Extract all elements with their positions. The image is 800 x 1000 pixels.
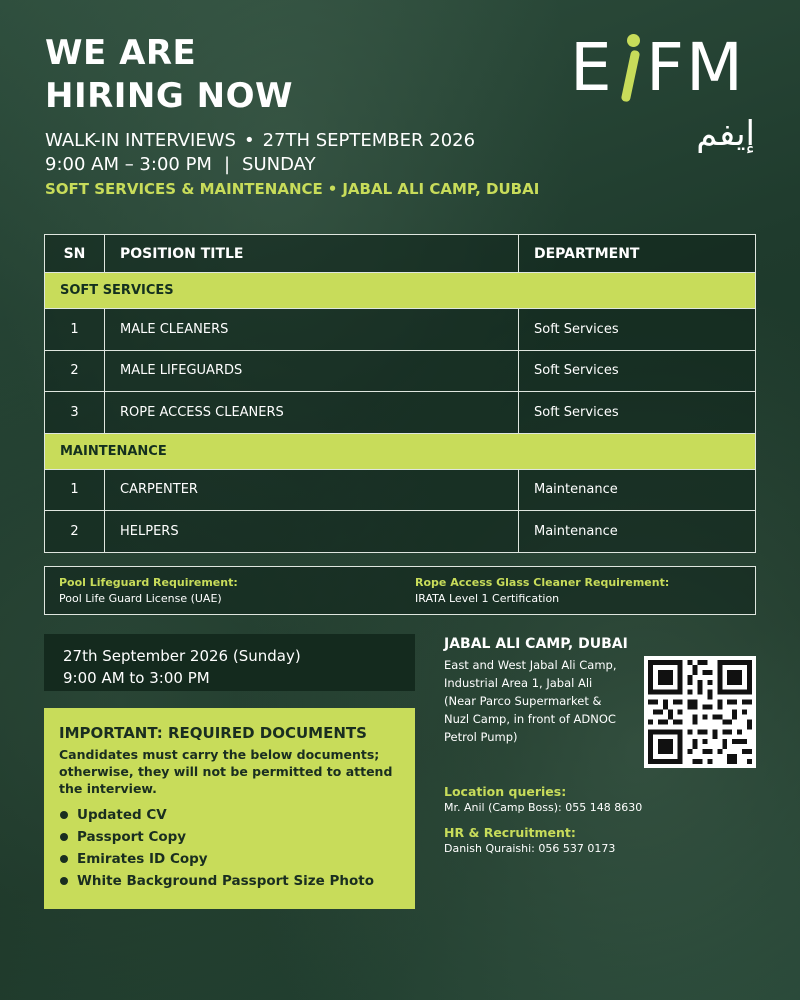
row-sn: 1: [45, 309, 105, 351]
interview-time: [45, 154, 316, 176]
row-position: ROPE ACCESS CLEANERS: [105, 392, 519, 434]
section-label: SOFT SERVICES: [45, 273, 756, 309]
address-line: (Near Parco Supermarket &: [444, 694, 602, 708]
list-item: [59, 826, 400, 848]
row-department: Maintenance: [519, 511, 756, 553]
row-department: Maintenance: [519, 469, 756, 511]
list-item: [59, 804, 400, 826]
documents-title: IMPORTANT: REQUIRED DOCUMENTS: [59, 724, 367, 742]
document-label: Updated CV: [77, 807, 167, 823]
row-sn: 1: [45, 469, 105, 511]
qr-code-icon[interactable]: [644, 656, 756, 768]
requirement-rope-access: [415, 575, 669, 607]
positions-table: [44, 234, 756, 553]
row-sn: 2: [45, 350, 105, 392]
divisions: SOFT SERVICES & MAINTENANCE: [45, 180, 323, 198]
logo-i-stroke: [621, 50, 641, 103]
logo-letters-fm: FM: [646, 29, 745, 106]
header-sn: SN: [45, 235, 105, 273]
address-line: East and West Jabal Ali Camp,: [444, 658, 617, 672]
table-row: [45, 392, 756, 434]
table-row: [45, 309, 756, 351]
address-line: Industrial Area 1, Jabal Ali: [444, 676, 593, 690]
requirement-title: Pool Lifeguard Requirement:: [59, 576, 238, 589]
pipe-separator: |: [223, 154, 231, 175]
requirement-detail: Pool Life Guard License (UAE): [59, 592, 222, 605]
list-item: [59, 848, 400, 870]
interview-day: SUNDAY: [242, 154, 316, 175]
requirements-box: [44, 566, 756, 615]
row-department: Soft Services: [519, 350, 756, 392]
venue-title: JABAL ALI CAMP, DUBAI: [444, 636, 628, 652]
list-item: [59, 870, 400, 892]
venue-address: [444, 656, 634, 746]
section-label: MAINTENANCE: [45, 433, 756, 469]
table-row: [45, 350, 756, 392]
documents-box: [44, 708, 415, 909]
contact-title: Location queries:: [444, 784, 567, 799]
documents-list: [59, 804, 400, 892]
row-position: MALE LIFEGUARDS: [105, 350, 519, 392]
requirement-title: Rope Access Glass Cleaner Requirement:: [415, 576, 670, 589]
contact-detail: Mr. Anil (Camp Boss): 055 148 8630: [444, 801, 643, 814]
division-location: [45, 179, 539, 199]
header-position: POSITION TITLE: [105, 235, 519, 273]
table-row: [45, 511, 756, 553]
schedule-date: 27th September 2026 (Sunday): [63, 647, 301, 665]
document-label: White Background Passport Size Photo: [77, 873, 375, 889]
section-row-maintenance: [45, 433, 756, 469]
row-position: MALE CLEANERS: [105, 309, 519, 351]
bullet-icon: [60, 811, 68, 819]
row-department: Soft Services: [519, 309, 756, 351]
row-position: CARPENTER: [105, 469, 519, 511]
logo-i-dot: [627, 34, 640, 47]
logo-letter-e: E: [570, 29, 614, 106]
bullet-separator: •: [327, 180, 338, 198]
documents-description: Candidates must carry the below documents; otherwise, they will not be permitted to attend the interview.: [59, 747, 393, 796]
document-label: Passport Copy: [77, 829, 187, 845]
row-position: HELPERS: [105, 511, 519, 553]
headline-line-1: WE ARE: [45, 33, 197, 73]
logo-arabic: إيفم: [696, 114, 755, 154]
interview-date: 27TH SEPTEMBER 2026: [262, 130, 476, 151]
bullet-icon: [60, 855, 68, 863]
row-sn: 2: [45, 511, 105, 553]
bullet-icon: [60, 833, 68, 841]
qr-code-graphic: [648, 660, 752, 764]
interview-info: [45, 130, 475, 152]
requirement-detail: IRATA Level 1 Certification: [415, 592, 560, 605]
bullet-icon: [60, 877, 68, 885]
table-header-row: [45, 235, 756, 273]
interview-type: WALK-IN INTERVIEWS: [45, 130, 236, 151]
header-location: JABAL ALI CAMP, DUBAI: [342, 180, 540, 198]
address-line: Petrol Pump): [444, 730, 518, 744]
interview-hours: 9:00 AM – 3:00 PM: [45, 154, 212, 175]
header-department: DEPARTMENT: [519, 235, 756, 273]
bullet-separator: •: [243, 130, 255, 151]
table-row: [45, 469, 756, 511]
row-department: Soft Services: [519, 392, 756, 434]
eifm-logo: [566, 28, 761, 158]
schedule-box: [44, 634, 415, 691]
row-sn: 3: [45, 392, 105, 434]
contact-title: HR & Recruitment:: [444, 825, 576, 840]
section-row-soft-services: [45, 273, 756, 309]
document-label: Emirates ID Copy: [77, 851, 208, 867]
headline: [45, 32, 293, 118]
schedule-time: 9:00 AM to 3:00 PM: [63, 669, 210, 687]
address-line: Nuzl Camp, in front of ADNOC: [444, 712, 616, 726]
contact-location-queries: [444, 784, 642, 816]
headline-line-2: HIRING NOW: [45, 76, 293, 116]
contact-hr-recruitment: [444, 825, 615, 857]
contact-detail: Danish Quraishi: 056 537 0173: [444, 842, 616, 855]
requirement-lifeguard: [59, 575, 238, 607]
